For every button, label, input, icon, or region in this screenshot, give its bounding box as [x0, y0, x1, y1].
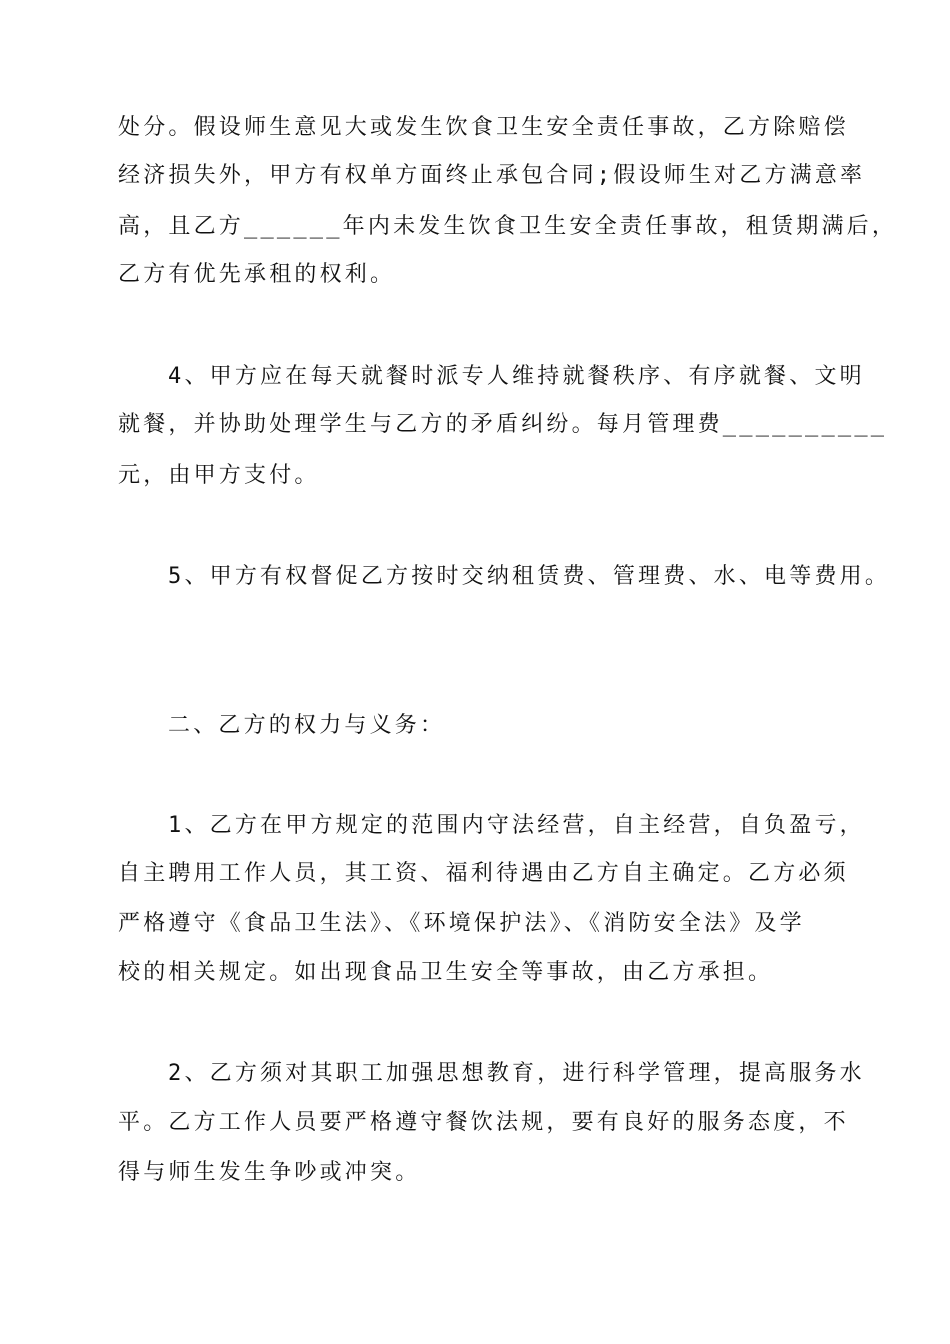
text-line: 高，且乙方______年内未发生饮食卫生安全责任事故，租赁期满后，: [118, 214, 898, 239]
text-line: 自主聘用工作人员，其工资、福利待遇由乙方自主确定。乙方必须: [118, 861, 849, 886]
clause-4-line: 4、甲方应在每天就餐时派专人维持就餐秩序、有序就餐、文明: [168, 364, 865, 389]
text-line: 乙方有优先承租的权利。: [118, 262, 396, 287]
text-line: 处分。假设师生意见大或发生饮食卫生安全责任事故，乙方除赔偿: [118, 115, 849, 140]
clause-2-line: 2、乙方须对其职工加强思想教育，进行科学管理，提高服务水: [168, 1061, 865, 1086]
text-line: 严格遵守《食品卫生法》、《环境保护法》、《消防安全法》及学: [118, 911, 805, 936]
text-line: 就餐，并协助处理学生与乙方的矛盾纠纷。每月管理费__________: [118, 412, 888, 437]
text-line: 得与师生发生争吵或冲突。: [118, 1160, 421, 1185]
section-heading: 二、乙方的权力与义务：: [168, 713, 446, 738]
text-line: 元，由甲方支付。: [118, 463, 320, 488]
clause-5-line: 5、甲方有权督促乙方按时交纳租赁费、管理费、水、电等费用。: [168, 564, 891, 589]
text-line: 校的相关规定。如出现食品卫生安全等事故，由乙方承担。: [118, 960, 774, 985]
clause-1-line: 1、乙方在甲方规定的范围内守法经营，自主经营，自负盈亏，: [168, 813, 865, 838]
text-line: 经济损失外，甲方有权单方面终止承包合同;假设师生对乙方满意率: [118, 163, 866, 188]
text-line: 平。乙方工作人员要严格遵守餐饮法规，要有良好的服务态度，不: [118, 1110, 849, 1135]
